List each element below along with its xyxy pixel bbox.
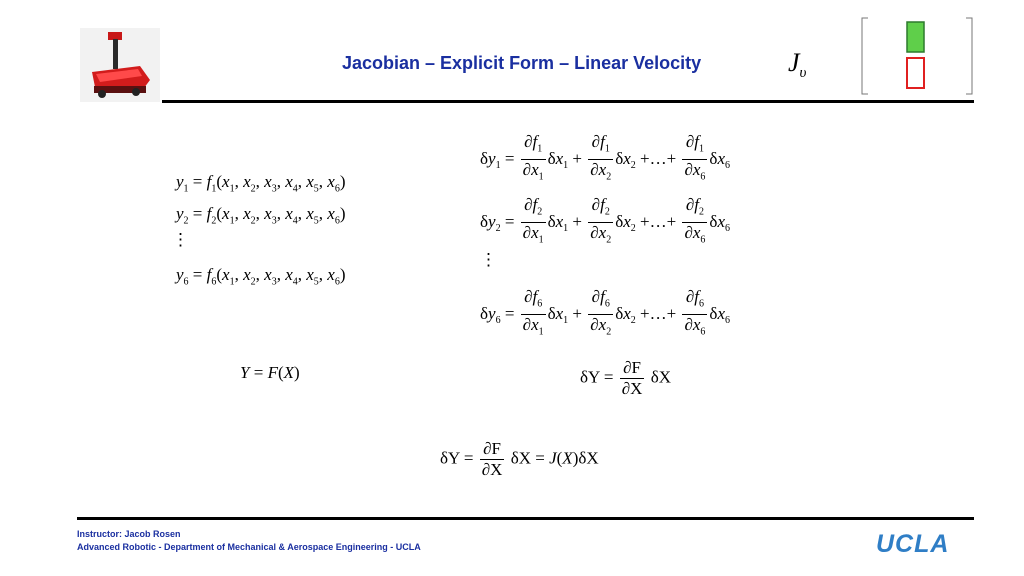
footer-instructor: Instructor: Jacob Rosen: [77, 529, 181, 539]
ucla-logo: UCLA: [876, 530, 950, 558]
jacobian-symbol: $J_\upsilon$: [788, 48, 807, 82]
slide-title: Jacobian – Explicit Form – Linear Velocity: [342, 53, 702, 73]
jacobian-eq: δY = $\frac{\partial F}{\partial X}$ δX = J(X)δX: [440, 439, 599, 479]
right-vdots: ⋮: [480, 250, 497, 269]
progress-indicator: [860, 16, 974, 96]
footer-divider: [77, 517, 974, 520]
right-eq-2: $\delta y_2$ = $\frac{\partial f_2}{\partial x_1}$ $\delta x_1$ + $\frac{\partial f_2}{\partial x_2}$ $\delta x_2$ +…+ $\frac{\partial f_2}{\partial x_6}$ $\delta x_6$: [480, 195, 730, 246]
left-eq-6: $y_6 = f_6(x_1$, $x_2$, $x_3$, $x_4$, $x_5$, $x_6$): [176, 265, 346, 288]
header-divider: [162, 100, 974, 103]
left-eq-1: $y_1 = f_1(x_1$, $x_2$, $x_3$, $x_4$, $x_5$, $x_6$): [176, 172, 346, 195]
robot-image: [80, 28, 160, 102]
footer-department: Advanced Robotic - Department of Mechanical & Aerospace Engineering - UCLA: [77, 542, 421, 552]
right-eq-1: $\delta y_1$ = $\frac{\partial f_1}{\partial x_1}$ $\delta x_1$ + $\frac{\partial f_1}{\partial x_2}$ $\delta x_2$ +…+ $\frac{\partial f_1}{\partial x_6}$ $\delta x_6$: [480, 132, 730, 183]
left-eq-2: $y_2 = f_2(x_1$, $x_2$, $x_3$, $x_4$, $x_5$, $x_6$): [176, 204, 346, 227]
right-eq-6: $\delta y_6$ = $\frac{\partial f_6}{\partial x_1}$ $\delta x_1$ + $\frac{\partial f_6}{\partial x_2}$ $\delta x_2$ +…+ $\frac{\partial f_6}{\partial x_6}$ $\delta x_6$: [480, 287, 730, 338]
differential-eq: δY = $\frac{\partial F}{\partial X}$ δX: [580, 358, 671, 398]
left-vdots: ⋮: [172, 230, 189, 249]
compact-eq: Y = F(X): [240, 363, 300, 382]
